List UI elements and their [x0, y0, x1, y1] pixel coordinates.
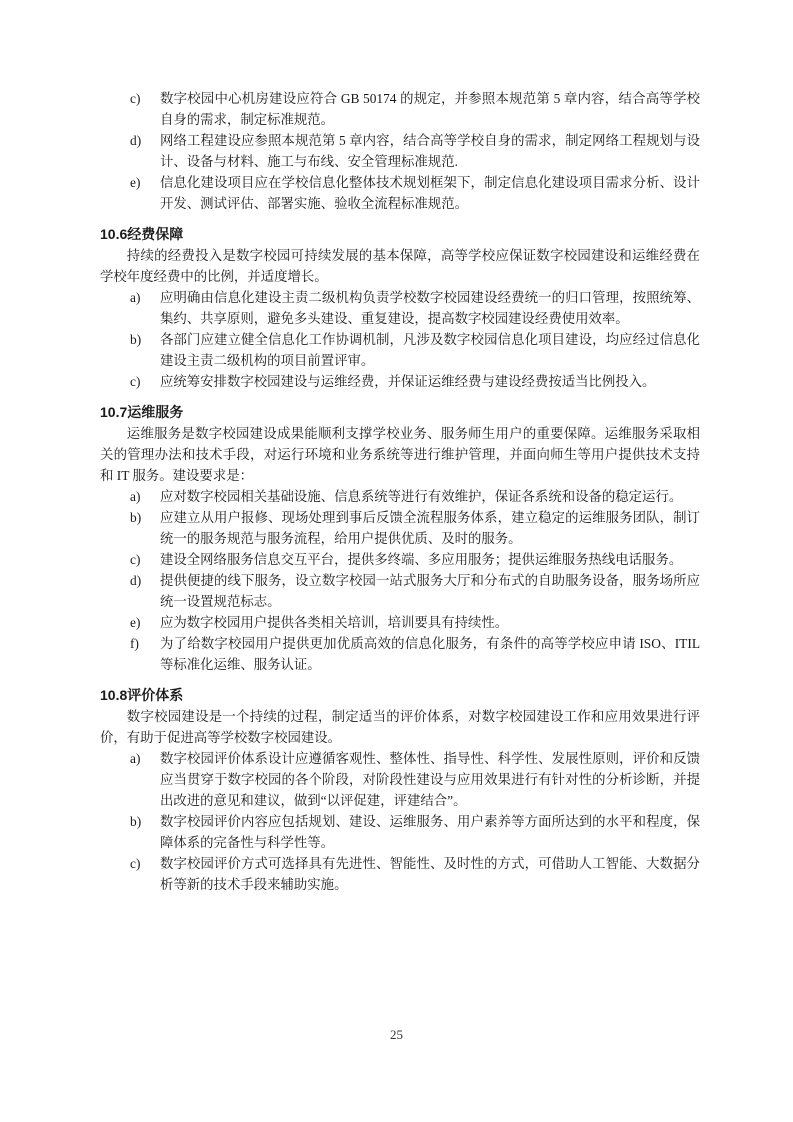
list-item	[100, 853, 700, 895]
list-item-label: c)	[130, 552, 141, 567]
list-item-label: d)	[130, 133, 142, 148]
list-item-label: a)	[130, 751, 141, 766]
list-item	[100, 88, 700, 130]
list-item-text: 信息化建设项目应在学校信息化整体技术规划框架下，制定信息化建设项目需求分析、设计开发、测试评估、部署实施、验收全流程标准规范。	[160, 175, 700, 211]
section-evaluation	[100, 685, 700, 895]
section-heading: 10.6经费保障	[100, 226, 184, 242]
list-item	[100, 287, 700, 329]
list-item-label: a)	[130, 489, 141, 504]
section-heading: 10.7运维服务	[100, 404, 184, 420]
list-item	[100, 507, 700, 549]
section-list	[100, 748, 700, 895]
list-item-label: f)	[130, 636, 139, 651]
list-item	[100, 633, 700, 675]
page-number: 25	[390, 1027, 403, 1042]
list-item-text: 为了给数字校园用户提供更加优质高效的信息化服务，有条件的高等学校应申请 ISO、ITIL 等标准化运维、服务认证。	[160, 636, 700, 672]
list-item-label: e)	[130, 615, 141, 630]
section-heading: 10.8评价体系	[100, 687, 184, 703]
list-item	[100, 612, 700, 633]
section-funding	[100, 224, 700, 392]
page-footer	[0, 1026, 793, 1044]
section-paragraph: 运维服务是数字校园建设成果能顺利支撑学校业务、服务师生用户的重要保障。运维服务采取相关的管理办法和技术手段，对运行环境和业务系统等进行维护管理，并面向师生等用户提供技术支持和 IT 服务。建设要求是：	[100, 426, 700, 483]
section-list	[100, 486, 700, 675]
list-item-text: 建设全网络服务信息交互平台，提供多终端、多应用服务；提供运维服务热线电话服务。	[160, 552, 683, 567]
list-item-text: 提供便捷的线下服务，设立数字校园一站式服务大厅和分布式的自助服务设备，服务场所应统一设置规范标志。	[160, 573, 700, 609]
list-item-text: 数字校园评价内容应包括规划、建设、运维服务、用户素养等方面所达到的水平和程度，保障体系的完备性与科学性等。	[160, 814, 700, 850]
section-list	[100, 287, 700, 392]
list-item-label: a)	[130, 290, 141, 305]
list-item	[100, 549, 700, 570]
list-item-label: b)	[130, 510, 142, 525]
list-item-label: c)	[130, 91, 141, 106]
list-item	[100, 570, 700, 612]
list-item-text: 应统筹安排数字校园建设与运维经费，并保证运维经费与建设经费按适当比例投入。	[160, 374, 656, 389]
list-item	[100, 811, 700, 853]
section-operations	[100, 402, 700, 675]
document-content	[100, 88, 700, 895]
section-paragraph: 数字校园建设是一个持续的过程，制定适当的评价体系，对数字校园建设工作和应用效果进行评价，有助于促进高等学校数字校园建设。	[100, 709, 700, 745]
list-item-text: 应建立从用户报修、现场处理到事后反馈全流程服务体系，建立稳定的运维服务团队，制订统一的服务规范与服务流程，给用户提供优质、及时的服务。	[160, 510, 700, 546]
list-item-text: 数字校园评价方式可选择具有先进性、智能性、及时性的方式，可借助人工智能、大数据分析等新的技术手段来辅助实施。	[160, 856, 700, 892]
list-item-label: d)	[130, 573, 142, 588]
list-item-text: 数字校园评价体系设计应遵循客观性、整体性、指导性、科学性、发展性原则，评价和反馈应当贯穿于数字校园的各个阶段，对阶段性建设与应用效果进行有针对性的分析诊断，并提出改进的意见和建议，做到“以评促建，评建结合”。	[160, 751, 700, 808]
list-item-label: b)	[130, 814, 142, 829]
list-item-text: 数字校园中心机房建设应符合 GB 50174 的规定，并参照本规范第 5 章内容，结合高等学校自身的需求，制定标准规范。	[160, 91, 700, 127]
list-item	[100, 172, 700, 214]
list-item-label: c)	[130, 374, 141, 389]
list-item	[100, 130, 700, 172]
list-item	[100, 486, 700, 507]
list-item-label: e)	[130, 175, 141, 190]
list-item-label: c)	[130, 856, 141, 871]
list-item	[100, 748, 700, 811]
list-item	[100, 371, 700, 392]
list-item-text: 网络工程建设应参照本规范第 5 章内容，结合高等学校自身的需求，制定网络工程规划与设计、设备与材料、施工与布线、安全管理标准规范.	[160, 133, 700, 169]
section-paragraph: 持续的经费投入是数字校园可持续发展的基本保障，高等学校应保证数字校园建设和运维经费在学校年度经费中的比例，并适度增长。	[100, 248, 700, 284]
list-item-text: 各部门应建立健全信息化工作协调机制，凡涉及数字校园信息化项目建设，均应经过信息化建设主责二级机构的项目前置评审。	[160, 332, 700, 368]
list-item-text: 应为数字校园用户提供各类相关培训，培训要具有持续性。	[160, 615, 509, 630]
list-item-text: 应对数字校园相关基础设施、信息系统等进行有效维护，保证各系统和设备的稳定运行。	[160, 489, 683, 504]
list-item-label: b)	[130, 332, 142, 347]
intro-list	[100, 88, 700, 214]
list-item	[100, 329, 700, 371]
list-item-text: 应明确由信息化建设主责二级机构负责学校数字校园建设经费统一的归口管理，按照统筹、集约、共享原则，避免多头建设、重复建设，提高数字校园建设经费使用效率。	[160, 290, 700, 326]
